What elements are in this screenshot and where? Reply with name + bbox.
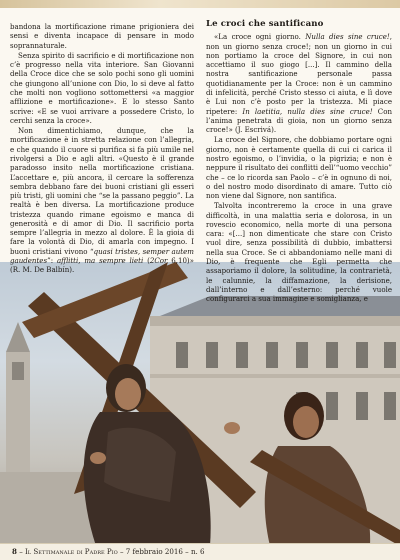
right-paragraph-1-e: Con l’anima penetrata di gioia, non un giorno senza croce!» (J. Escrivá).	[206, 106, 392, 135]
right-paragraph-1-a: «La croce ogni giorno.	[214, 32, 306, 42]
top-decorative-band	[0, 0, 400, 8]
italian-quote: afflitti, ma sempre lieti	[56, 256, 144, 266]
left-paragraph-3-end: 6,10)» (R. M. De Balbín).	[10, 256, 194, 275]
footer-text	[12, 547, 205, 556]
issue-date: – 7 febbraio 2016 – n. 6	[117, 547, 205, 556]
right-paragraph-2: La croce del Signore, che dobbiamo portare ogni giorno, non è certamente quella di cui ci carica il nostro egoismo, o l’invidia, o la pigrizia; e non è neppure il risultato dei conflitti dell’“uomo vecchio” che – ce lo ricorda san Paolo – c’è in ognuno di noi, o del nostro modo disordinato di amare. Tutto ciò non viene dal Signore, non santifica.	[206, 135, 392, 201]
left-paragraph-3-ref-open: (	[143, 256, 150, 266]
left-paragraph-2: Senza spirito di sacrificio e di mortificazione non c’è progresso nella vita interiore. San Giovanni della Croce dice che se solo pochi sono gli uomini che giungono all’unione con Dio, lo si deve al fatto che molti non vogliono sottomettersi «a maggior afflizione e mortificazione». E lo stesso Santo scrive: «E se vuoi arrivare a possedere Cristo, lo cerchi senza la croce».	[10, 50, 194, 125]
page-footer	[0, 543, 400, 560]
right-paragraph-1-c: , non un giorno senza croce!; non un giorno in cui non portiamo la croce del Signore, in cui non accettiamo il suo giogo [...]. Il cammino della nostra santificazione personale passa quotidianamente per la Croce: non è un cammino di infelicità, perché Cristo stesso ci aiuta, e lì dove è Lui non c’è posto per la tristezza. Mi piace ripetere:	[206, 32, 392, 116]
right-column	[206, 20, 392, 304]
left-paragraph-3	[10, 126, 194, 275]
scripture-reference: 2Cor	[149, 256, 168, 266]
procession-photo-art	[0, 262, 400, 546]
latin-motto-2: In laetitia, nulla dies sine cruce!	[242, 106, 373, 116]
section-heading: Le croci che santificano	[206, 19, 324, 29]
church-tower	[6, 322, 30, 492]
footer-separator: –	[16, 547, 25, 556]
left-paragraph-3-mid: ”:	[47, 256, 57, 266]
left-paragraph-3-text: Non dimentichiamo, dunque, che la mortificazione è in stretta relazione con l’allegria, e che quando il cuore si purifica si fa più umile nel rivolgersi a Dio e agli altri. «Questo è il grande paradosso insito nella mortificazione cristiana. L’accettare e, più ancora, il cercare la sofferenza sembra debbano fare dei buoni cristiani gli esseri più tristi, gli uomini che “se la passano peggio”. La realtà è ben diversa. La mortificazione produce tristezza quando rimane egoismo e manca di generosità e di amor di Dio. Il sacrificio porta sempre l’allegria in mezzo al dolore. È la gioia di fare la volontà di Dio, di amarla con impegno. I buoni cristiani vivono “	[10, 126, 194, 256]
latin-quote: quasi tristes, semper autem gaudentes	[10, 246, 194, 266]
publication-name: Il Settimanale di Padre Pio	[25, 547, 118, 556]
right-paragraph-1	[206, 32, 392, 134]
procession-photo	[0, 262, 400, 546]
left-column	[10, 22, 194, 276]
latin-motto: Nulla dies sine cruce!	[305, 32, 390, 42]
page-number: 8	[12, 547, 17, 556]
left-paragraph-1: bandona la mortificazione rimane prigioniera dei sensi e diventa incapace di pensare in modo soprannaturale.	[10, 22, 194, 50]
right-paragraph-3: Talvolta incontreremo la croce in una grave difficoltà, in una malattia seria e dolorosa, in un rovescio economico, nella morte di una persona cara: «[...] non dimenticate che stare con Cristo vuol dire, senza possibilità di dubbio, imbattersi nella sua Croce. Se ci abbandoniamo nelle mani di Dio, è frequente che Egli permetta che assaporiamo il dolore, la solitudine, la contrarietà, le calunnie, la diffamazione, la derisione, dall’interno e dall’esterno: perché vuole configurarci a sua immagine e somiglianza, e	[206, 201, 392, 304]
